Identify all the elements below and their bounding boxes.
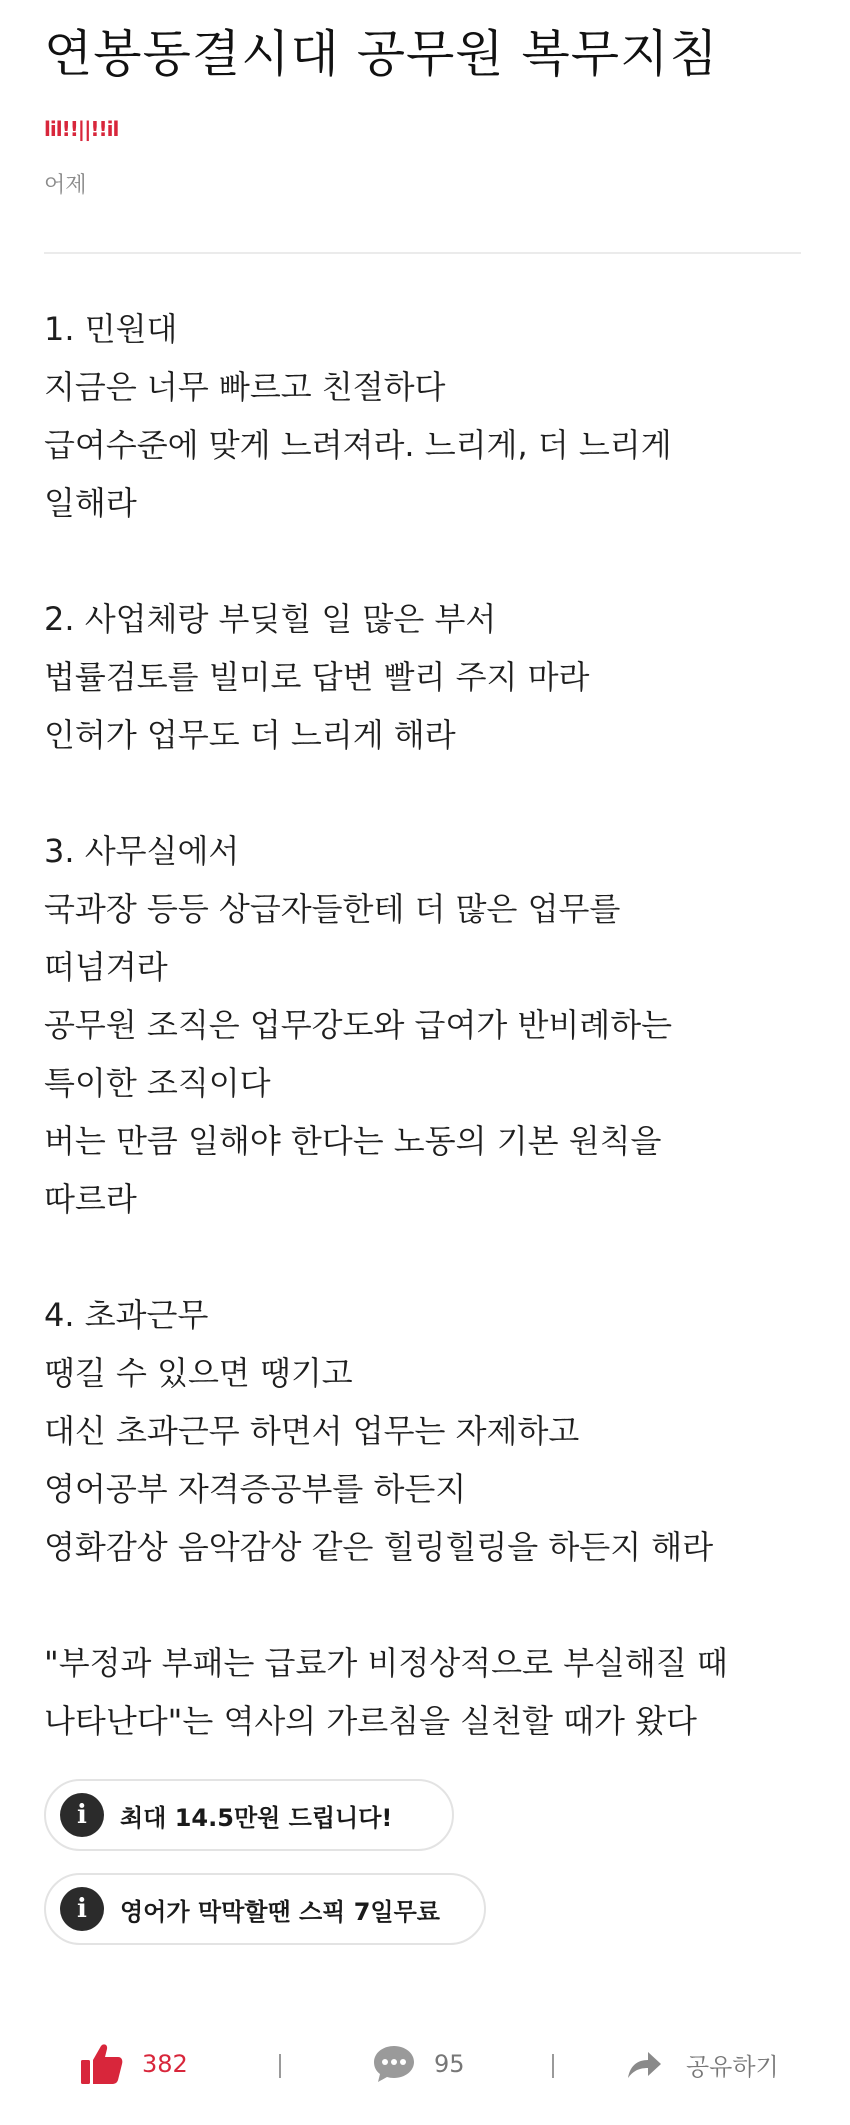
body-line: 떠넘겨라 — [44, 948, 168, 986]
like-button[interactable] — [80, 2040, 188, 2088]
body-line: 공무원 조직은 업무강도와 급여가 반비례하는 — [44, 1006, 673, 1044]
body-line: 급여수준에 맞게 느려져라. 느리게, 더 느리게 — [44, 426, 672, 464]
body-line: 지금은 너무 빠르고 친절하다 — [44, 368, 446, 406]
separator — [279, 2054, 281, 2078]
post-date: 어제 — [44, 173, 87, 198]
info-icon: i — [60, 1793, 104, 1837]
body-line: 4. 초과근무 — [44, 1296, 209, 1334]
body-line: 법률검토를 빌미로 답변 빨리 주지 마라 — [44, 658, 590, 696]
thumbs-up-icon — [80, 2043, 124, 2085]
body-line: 영어공부 자격증공부를 하든지 — [44, 1470, 467, 1508]
info-icon: i — [60, 1887, 104, 1931]
ad-label: 최대 14.5만원 드립니다! — [120, 1803, 393, 1832]
post-body — [44, 300, 814, 1750]
paragraph-gap — [44, 764, 814, 822]
body-line: 2. 사업체랑 부딪힐 일 많은 부서 — [44, 600, 497, 638]
body-line: 인허가 업무도 더 느리게 해라 — [44, 716, 456, 754]
body-line: 땡길 수 있으면 땡기고 — [44, 1354, 353, 1392]
paragraph-gap — [44, 532, 814, 590]
body-line: 1. 민원대 — [44, 310, 178, 348]
comment-button[interactable] — [372, 2040, 465, 2088]
share-button[interactable] — [626, 2040, 779, 2088]
author-name[interactable]: lil!!||!!il — [44, 117, 119, 141]
post-title: 연봉동결시대 공무원 복무지침 — [44, 25, 719, 83]
ad-label: 영어가 막막할땐 스픽 7일무료 — [120, 1897, 440, 1926]
body-line: 대신 초과근무 하면서 업무는 자제하고 — [44, 1412, 580, 1450]
speech-bubble-icon — [372, 2044, 416, 2084]
like-count: 382 — [142, 2050, 188, 2078]
paragraph-gap — [44, 1576, 814, 1634]
body-line: "부정과 부패는 급료가 비정상적으로 부실해질 때 — [44, 1644, 728, 1682]
body-line: 특이한 조직이다 — [44, 1064, 271, 1102]
ad-link-english[interactable] — [44, 1873, 486, 1945]
share-arrow-icon — [626, 2048, 662, 2080]
divider — [44, 252, 801, 254]
body-line: 버는 만큼 일해야 한다는 노동의 기본 원칙을 — [44, 1122, 662, 1160]
body-line: 영화감상 음악감상 같은 힐링힐링을 하든지 해라 — [44, 1528, 714, 1566]
comment-count: 95 — [434, 2050, 465, 2078]
body-line: 3. 사무실에서 — [44, 832, 240, 870]
action-bar — [0, 2030, 850, 2100]
share-label: 공유하기 — [686, 2052, 779, 2081]
body-line: 따르라 — [44, 1180, 137, 1218]
ad-link-cash[interactable] — [44, 1779, 454, 1851]
body-line: 국과장 등등 상급자들한테 더 많은 업무를 — [44, 890, 621, 928]
separator — [552, 2054, 554, 2078]
body-line: 일해라 — [44, 484, 137, 522]
body-line: 나타난다"는 역사의 가르침을 실천할 때가 왔다 — [44, 1702, 697, 1740]
paragraph-gap — [44, 1228, 814, 1286]
